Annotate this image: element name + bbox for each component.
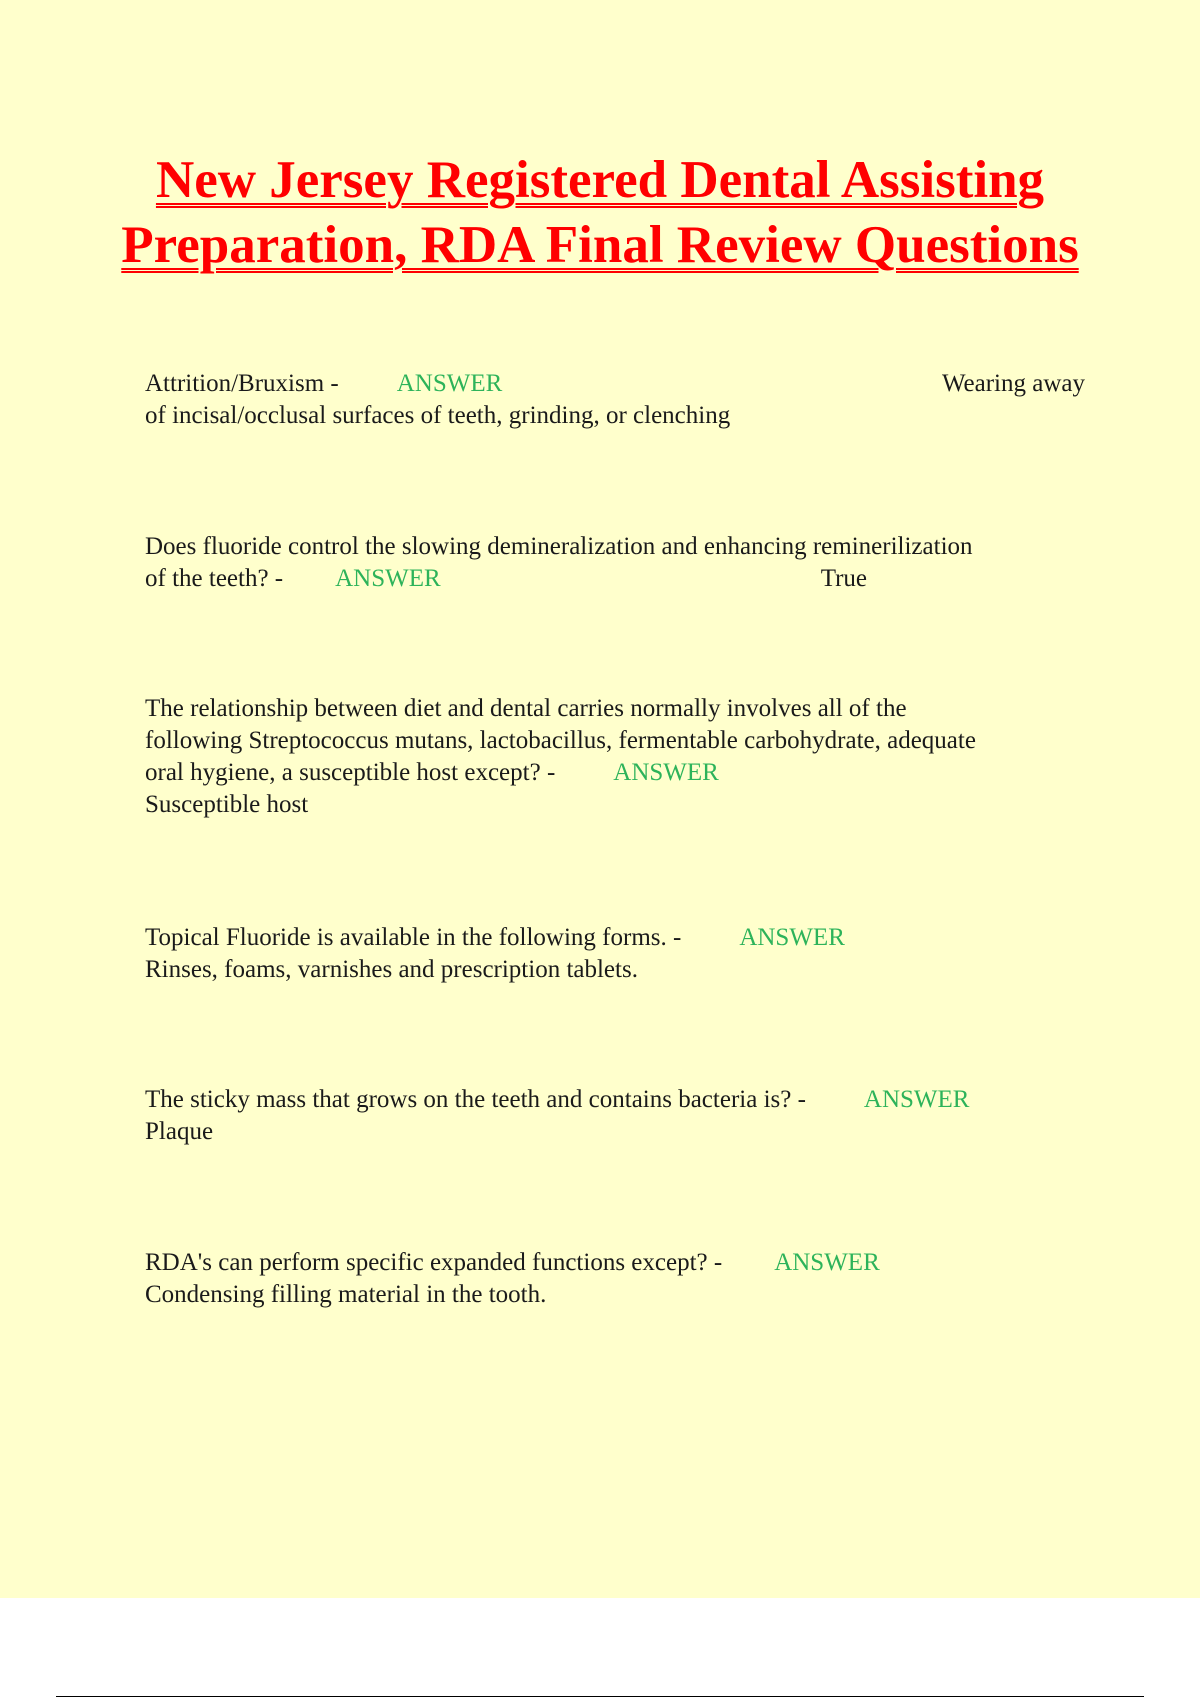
qa-line bbox=[145, 922, 1085, 954]
question-text: Topical Fluoride is available in the following forms. - bbox=[145, 924, 682, 951]
answer-text: Wearing away bbox=[941, 370, 1085, 397]
qa-line-left bbox=[145, 368, 502, 400]
question-text: following Streptococcus mutans, lactobacillus, fermentable carbohydrate, adequate bbox=[145, 727, 976, 754]
answer-label: ANSWER bbox=[396, 370, 503, 397]
qa-item-6 bbox=[145, 1247, 1085, 1311]
qa-item-4 bbox=[145, 922, 1085, 986]
answer-text-continued: of incisal/occlusal surfaces of teeth, grinding, or clenching bbox=[145, 402, 731, 429]
answer-label: ANSWER bbox=[335, 565, 441, 592]
answer-text: Plaque bbox=[145, 1118, 214, 1145]
qa-item-5 bbox=[145, 1084, 1085, 1148]
question-text: The sticky mass that grows on the teeth and contains bacteria is? - bbox=[145, 1086, 806, 1113]
qa-line bbox=[145, 563, 1085, 595]
answer-text: Condensing filling material in the tooth. bbox=[145, 1281, 547, 1308]
question-text: oral hygiene, a susceptible host except? - bbox=[145, 759, 556, 786]
qa-item-3 bbox=[145, 693, 1085, 821]
footer-divider bbox=[56, 1696, 1144, 1697]
answer-label: ANSWER bbox=[863, 1086, 970, 1113]
answer-label: ANSWER bbox=[739, 924, 845, 951]
question-text: of the teeth? - bbox=[145, 565, 284, 592]
question-text: The relationship between diet and dental carries normally involves all of the bbox=[145, 695, 907, 722]
qa-item-1 bbox=[145, 368, 1085, 432]
qa-line bbox=[145, 1084, 1085, 1116]
qa-item-2 bbox=[145, 531, 1085, 595]
question-text: Does fluoride control the slowing demineralization and enhancing reminerilization bbox=[145, 533, 973, 560]
answer-label: ANSWER bbox=[774, 1249, 880, 1276]
question-text: Attrition/Bruxism - bbox=[145, 370, 339, 397]
qa-line bbox=[145, 1247, 1085, 1279]
qa-line bbox=[145, 368, 1085, 400]
qa-line bbox=[145, 757, 1085, 789]
answer-text: Susceptible host bbox=[145, 791, 309, 818]
question-text: RDA's can perform specific expanded functions except? - bbox=[145, 1249, 723, 1276]
answer-text: Rinses, foams, varnishes and prescription tablets. bbox=[145, 956, 638, 983]
answer-text: True bbox=[820, 565, 868, 592]
answer-label: ANSWER bbox=[613, 759, 719, 786]
document-title: New Jersey Registered Dental Assisting Preparation, RDA Final Review Questions bbox=[121, 151, 1079, 274]
